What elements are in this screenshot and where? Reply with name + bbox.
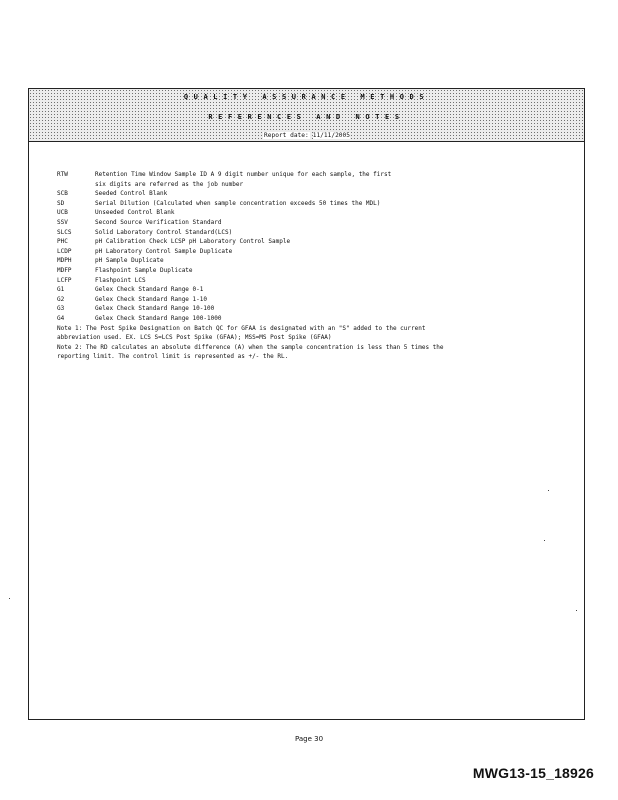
- definition: pH Laboratory Control Sample Duplicate: [95, 247, 233, 255]
- note-1: [57, 324, 557, 343]
- abbreviation: G3: [57, 305, 65, 313]
- report-header: [29, 89, 584, 142]
- report-date-line: [29, 132, 584, 139]
- list-item: [57, 170, 557, 180]
- definition: Flashpoint LCS: [95, 276, 146, 284]
- abbreviation: LCDP: [57, 247, 72, 255]
- abbreviation: SCB: [57, 190, 68, 198]
- abbreviation: G4: [57, 314, 65, 322]
- definition: Gelex Check Standard Range 0-1: [95, 286, 204, 294]
- scan-speck: [9, 598, 10, 599]
- list-item: [57, 247, 557, 257]
- list-item: [57, 237, 557, 247]
- definition: Flashpoint Sample Duplicate: [95, 266, 193, 274]
- report-date-label: Report date:: [264, 132, 309, 139]
- definitions-list: [57, 170, 557, 362]
- abbreviation: MDFP: [57, 266, 72, 274]
- document-id: MWG13-15_18926: [472, 765, 594, 781]
- list-item: [57, 228, 557, 238]
- list-item: [57, 285, 557, 295]
- definition: pH Calibration Check LCSP pH Laboratory Control Sample: [95, 238, 291, 246]
- scan-speck: [576, 610, 577, 611]
- report-date-value: 11/11/2005: [312, 132, 350, 139]
- list-item: [57, 256, 557, 266]
- abbreviation: SLCS: [57, 228, 72, 236]
- abbreviation: LCFP: [57, 276, 72, 284]
- report-frame: [28, 88, 585, 720]
- abbreviation: UCB: [57, 209, 68, 217]
- list-item: [57, 189, 557, 199]
- definition: Unseeded Control Blank: [95, 209, 175, 217]
- report-title: QUALITY ASSURANCE METHODS: [183, 93, 430, 101]
- list-item: [57, 304, 557, 314]
- definition: Gelex Check Standard Range 1-10: [95, 295, 207, 303]
- note-1-line-2: abbreviation used. EX. LCS S=LCS Post Spike (GFAA); MSS=MS Post Spike (GFAA): [57, 334, 332, 342]
- definition: Second Source Verification Standard: [95, 218, 222, 226]
- list-item: [57, 218, 557, 228]
- note-1-line-1: Note 1: The Post Spike Designation on Batch QC for GFAA is designated with an "S" added to the current: [57, 324, 426, 332]
- definition: Serial Dilution (Calculated when sample concentration exceeds 50 times the MDL): [95, 199, 381, 207]
- abbreviation: MDPH: [57, 257, 72, 265]
- abbreviation: SSV: [57, 218, 68, 226]
- abbreviation: RTW: [57, 171, 68, 178]
- abbreviation: G2: [57, 295, 65, 303]
- definition: Retention Time Window Sample ID A 9 digit number unique for each sample, the first: [95, 171, 392, 178]
- page-number: Page 30: [294, 735, 324, 743]
- definition: six digits are referred as the job number: [95, 180, 244, 188]
- list-item: [57, 314, 557, 324]
- definition: Gelex Check Standard Range 100-1000: [95, 314, 222, 322]
- report-subtitle: REFERENCES AND NOTES: [208, 113, 405, 121]
- note-2-line-1: Note 2: The RD calculates an absolute difference (A) when the sample concentration is less than 5 times the: [57, 343, 444, 351]
- scan-speck: [544, 540, 545, 541]
- abbreviation: PHC: [57, 238, 68, 246]
- definition: Gelex Check Standard Range 10-100: [95, 305, 215, 313]
- note-2-line-2: reporting limit. The control limit is represented as +/- the RL.: [57, 353, 289, 361]
- definition: Seeded Control Blank: [95, 190, 168, 198]
- note-2: [57, 343, 557, 362]
- list-item: [57, 295, 557, 305]
- definition: pH Sample Duplicate: [95, 257, 164, 265]
- list-item: [57, 276, 557, 286]
- definition: Solid Laboratory Control Standard(LCS): [95, 228, 233, 236]
- list-item: [57, 266, 557, 276]
- scan-speck: [548, 490, 549, 491]
- list-item: [57, 199, 557, 209]
- list-item: [57, 180, 557, 190]
- abbreviation: SD: [57, 199, 65, 207]
- abbreviation: G1: [57, 286, 65, 294]
- list-item: [57, 208, 557, 218]
